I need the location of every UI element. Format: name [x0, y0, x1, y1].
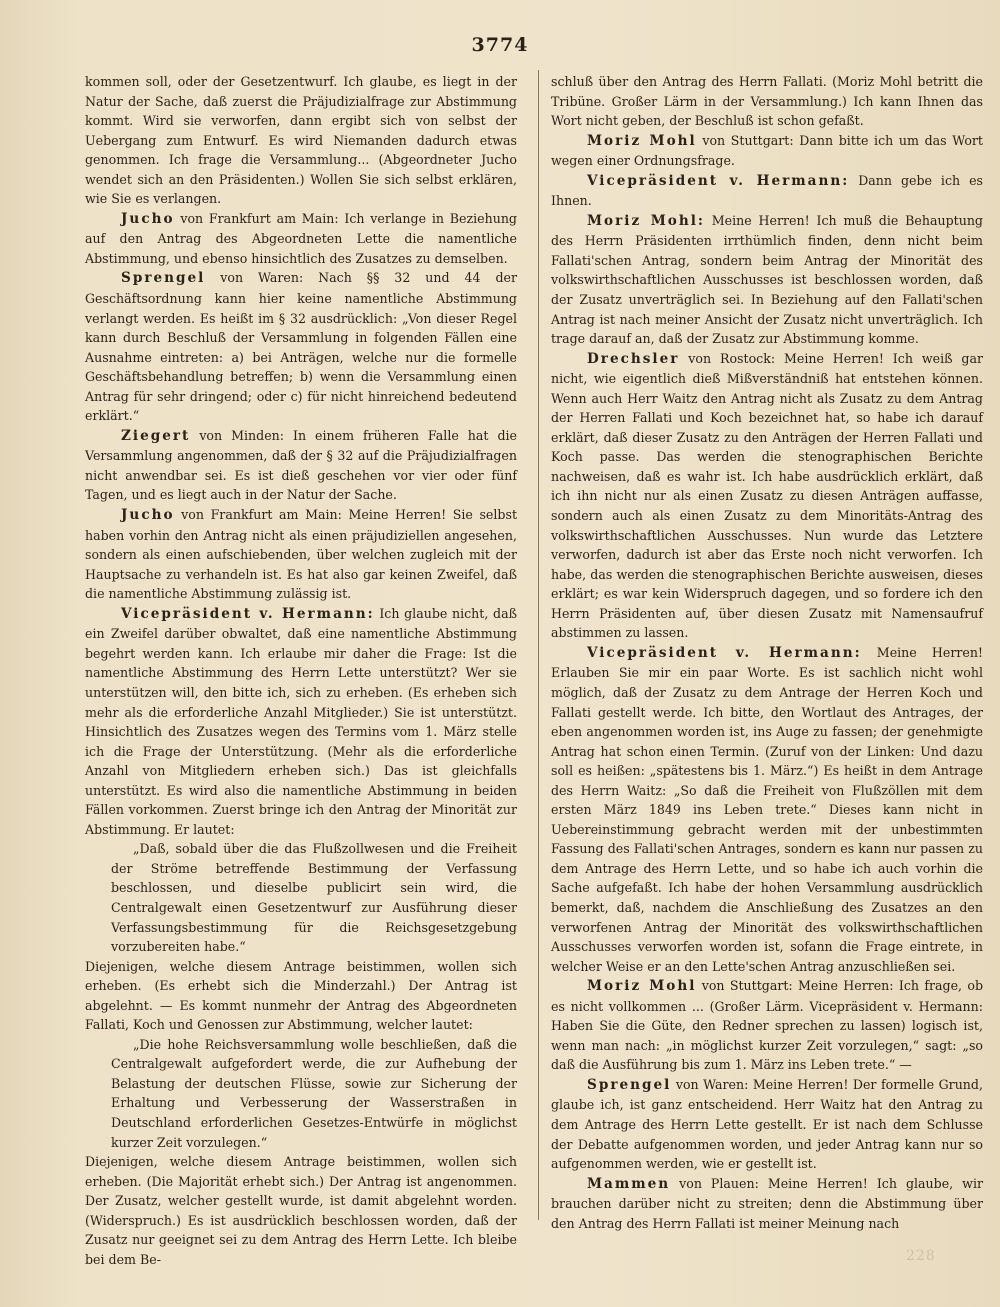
- speech-paragraph: [551, 1174, 983, 1234]
- speech-paragraph: [551, 171, 983, 211]
- text-paragraph: [85, 957, 517, 1035]
- quoted-motion: [111, 839, 517, 956]
- speech-paragraph: [85, 604, 517, 840]
- quote-text: „Die hohe Reichsversammlung wolle beschließen, daß die Centralgewalt aufgefordert werde, die zur Aufhebung der Belastung der deutschen Flüsse, sowie zur Sicherung der Erhaltung und Verbesserung der Wasserstraßen in Deutschland erforderlichen Gesetzes-Entwürfe in möglichst kurzer Zeit vorzulegen.“: [111, 1036, 517, 1150]
- speaker-name: Sprengel: [587, 1076, 672, 1093]
- speaker-name: Ziegert: [121, 427, 191, 444]
- speech-text: Meine Herren! Erlauben Sie mir ein paar Worte. Es ist sachlich nicht wohl möglich, daß der Zusatz zu dem Antrage der Herren Koch und Fallati gestellt werde. Ich bitte, den Wortlaut des Antrages, der eben angenommen worden ist, ins Auge zu fassen; der genehmigte Antrag hat schon einen Termin. (Zuruf von der Linken: Und dazu soll es heißen: „spätestens bis 1. März.“) Es heißt in dem Antrage des Herrn Waitz: „So daß die Freiheit von Flußzöllen mit dem ersten März 1849 ins Leben trete.“ Dieses kann nicht in Uebereinstimmung gebracht werden mit der unbestimmten Fassung des Fallati'schen Antrages, sondern es kann nur passen zu dem Antrage des Herrn Lette, und so habe ich auch vorhin die Sache aufgefaßt. Ich habe der hohen Versammlung ausdrücklich bemerkt, daß, nachdem die Anschließung des Zusatzes an den verworfenen Antrag der Minorität des volkswirthschaftlichen Ausschusses verworfen worden ist, sofann die Frage eintrete, in welcher Weise er an den Lette'schen Antrag anzuschließen sei.: [551, 644, 983, 974]
- speech-paragraph: [551, 1075, 983, 1174]
- paragraph-text: Diejenigen, welche diesem Antrage beistimmen, wollen sich erheben. (Es erhebt sich die Minderzahl.) Der Antrag ist abgelehnt. — Es kommt nunmehr der Antrag des Abgeordneten Fallati, Koch und Genossen zur Abstimmung, welcher lautet:: [85, 958, 517, 1033]
- speech-text: von Minden: In einem früheren Falle hat die Versammlung angenommen, daß der § 32 auf die Präjudizialfragen nicht anwendbar sei. Es ist dieß geschehen vor vier oder fünf Tagen, und es liegt auch in der Natur der Sache.: [85, 427, 517, 503]
- speech-paragraph: [551, 349, 983, 643]
- speech-paragraph: [551, 976, 983, 1075]
- speaker-name: Jucho: [121, 507, 175, 524]
- speech-paragraph: [85, 268, 517, 425]
- speech-text: von Waren: Nach §§ 32 und 44 der Geschäftsordnung kann hier keine namentliche Abstimmung verlangt werden. Es heißt im § 32 ausdrücklich: „Von dieser Regel kann durch Beschluß der Versammlung in folgenden Fällen eine Ausnahme eintreten: a) bei Anträgen, welche nur die formelle Geschäftsbehandlung betreffen; b) wenn die Versammlung einen Antrag für sehr dringend; oder c) für nicht hinreichend bedeutend erklärt.“: [85, 270, 517, 424]
- speech-paragraph: [85, 209, 517, 269]
- quote-text: „Daß, sobald über die das Flußzollwesen und die Freiheit der Ströme betreffende Bestimmung der Verfassung beschlossen, und dieselbe publicirt sein wird, die Centralgewalt einen Gesetzentwurf zur Ausführung dieser Verfassungsbestimmung für die Reichsgesetzgebung vorzubereiten habe.“: [111, 841, 517, 955]
- speech-paragraph: [551, 131, 983, 171]
- speech-paragraph: [85, 426, 517, 505]
- speech-paragraph: [85, 505, 517, 604]
- speaker-name: Vicepräsident v. Hermann:: [121, 605, 375, 622]
- speech-text: Ich glaube nicht, daß ein Zweifel darüber obwaltet, daß eine namentliche Abstimmung begehrt werden kann. Ich erlaube mir daher die Frage: Ist die namentliche Abstimmung des Herrn Lette unterstützt? Wer sie unterstützen will, den bitte ich, sich zu erheben. (Es erheben sich mehr als die erforderliche Anzahl Mitglieder.) Sie ist unterstützt. Hinsichtlich des Zusatzes wegen des Termins vom 1. März stelle ich die Frage der Unterstützung. (Mehr als die erforderliche Anzahl von Mitgliedern erheben sich.) Das ist gleichfalls unterstützt. Es wird also die namentliche Abstimmung in beiden Fällen vorkommen. Zuerst bringe ich den Antrag der Minorität zur Abstimmung. Er lautet:: [85, 605, 517, 837]
- faint-stamp: 228: [906, 1248, 936, 1264]
- speaker-name: Drechsler: [587, 350, 680, 367]
- text-paragraph: [85, 1152, 517, 1269]
- speech-text: von Stuttgart: Meine Herren: Ich frage, ob es nicht vollkommen ... (Großer Lärm. Vicepräsident v. Hermann: Haben Sie die Güte, den Redner sprechen zu lassen) logisch ist, wenn man nach: „in möglichst kurzer Zeit vorzulegen,“ sagt: „so daß die Ausführung bis zum 1. März ins Leben trete.“ —: [551, 978, 984, 1073]
- speaker-name: Sprengel: [121, 270, 206, 287]
- speech-text: Dann gebe ich es Ihnen.: [551, 172, 983, 209]
- speech-text: von Frankfurt am Main: Meine Herren! Sie selbst haben vorhin den Antrag nicht als einen präjudiziellen angesehen, sondern als einen aufschiebenden, über welchen zugleich mit der Hauptsache zu verhandeln ist. Es hat also gar keinen Zweifel, daß die namentliche Abstimmung zulässig ist.: [85, 507, 517, 602]
- speech-text: von Rostock: Meine Herren! Ich weiß gar nicht, wie eigentlich dieß Mißverständniß hat entstehen können. Wenn auch Herr Waitz den Antrag nicht als Zusatz zu dem Antrag der Herren Fallati und Koch bezeichnet hat, so habe ich darauf erklärt, daß dieser Zusatz zu den Anträgen der Herren Fallati und Koch passe. Das werden die stenographischen Berichte nachweisen, daß es wahr ist. Ich habe ausdrücklich erklärt, daß ich ihn nicht nur als einen Zusatz zu diesen Anträgen auffasse, sondern auch als einen Zusatz zu dem Minoritäts-Antrag des volkswirthschaftlichen Ausschusses. Nun wurde das Letztere verworfen, dadurch ist aber das Erste noch nicht verworfen. Ich habe, das werden die stenographischen Berichte ausweisen, dieses erklärt; es war kein Widerspruch dagegen, und so fordere ich den Herrn Präsidenten auf, über diesen Zusatz mit Namensaufruf abstimmen zu lassen.: [551, 350, 983, 641]
- speech-text: Meine Herren! Ich muß die Behauptung des Herrn Präsidenten irrthümlich finden, denn nicht beim Fallati'schen Antrag, sondern beim Antrag der Minorität des volkswirthschaftlichen Ausschusses ist beschlossen worden, daß der Zusatz unverträglich sei. In Beziehung auf den Fallati'schen Antrag ist nach meiner Ansicht der Zusatz nicht unverträglich. Ich trage darauf an, daß der Zusatz zur Abstimmung komme.: [551, 212, 983, 347]
- speech-text: von Waren: Meine Herren! Der formelle Grund, glaube ich, ist ganz entscheidend. Herr Waitz hat den Antrag zu dem Antrage des Herrn Lette gestellt. Er ist nach dem Schlusse der Debatte aufgenommen worden, und jeder Antrag kann nur so aufgenommen werden, wie er gestellt ist.: [551, 1076, 983, 1172]
- speech-text: von Plauen: Meine Herren! Ich glaube, wir brauchen darüber nicht zu streiten; denn die Abstimmung über den Antrag des Herrn Fallati ist meiner Meinung nach: [551, 1175, 983, 1231]
- speaker-name: Vicepräsident v. Hermann:: [587, 172, 850, 189]
- page-number: 3774: [471, 34, 529, 56]
- speaker-name: Moriz Mohl: [587, 978, 697, 995]
- quoted-motion: [111, 1035, 517, 1152]
- speech-text: von Stuttgart: Dann bitte ich um das Wort wegen einer Ordnungsfrage.: [551, 132, 983, 169]
- paragraph-text: schluß über den Antrag des Herrn Fallati. (Moriz Mohl betritt die Tribüne. Großer Lärm in der Versammlung.) Ich kann Ihnen das Wort nicht geben, der Beschluß ist schon gefaßt.: [551, 74, 983, 129]
- paragraph-text: Diejenigen, welche diesem Antrage beistimmen, wollen sich erheben. (Die Majorität erhebt sich.) Der Antrag ist angenommen. Der Zusatz, welcher gestellt wurde, ist damit abgelehnt worden. (Widerspruch.) Es ist ausdrücklich beschlossen worden, daß der Zusatz nur geeignet sei zu dem Antrag des Herrn Lette. Ich bleibe bei dem Be-: [85, 1154, 517, 1267]
- left-column: [85, 72, 517, 1269]
- speech-paragraph: [551, 211, 983, 349]
- speaker-name: Vicepräsident v. Hermann:: [587, 644, 862, 661]
- text-paragraph: [551, 72, 983, 131]
- paragraph-text: kommen soll, oder der Gesetzentwurf. Ich glaube, es liegt in der Natur der Sache, daß zuerst die Präjudizialfrage zur Abstimmung kommt. Wird sie verworfen, dann ergibt sich von selbst der Uebergang zum Entwurf. Es wird Niemanden dadurch etwas genommen. Ich frage die Versammlung... (Abgeordneter Jucho wendet sich an den Präsidenten.) Wollen Sie sich selbst erklären, wie Sie es verlangen.: [85, 74, 517, 207]
- right-column: [551, 72, 983, 1233]
- speaker-name: Mammen: [587, 1175, 671, 1192]
- column-divider: [538, 70, 539, 1220]
- speaker-name: Jucho: [121, 210, 175, 227]
- text-paragraph: [85, 72, 517, 209]
- speaker-name: Moriz Mohl:: [587, 212, 705, 229]
- speech-paragraph: [551, 643, 983, 976]
- speaker-name: Moriz Mohl: [587, 132, 697, 149]
- speech-text: von Frankfurt am Main: Ich verlange in Beziehung auf den Antrag des Abgeordneten Lette die namentliche Abstimmung, und ebenso hinsichtlich des Zusatzes zu demselben.: [85, 210, 517, 266]
